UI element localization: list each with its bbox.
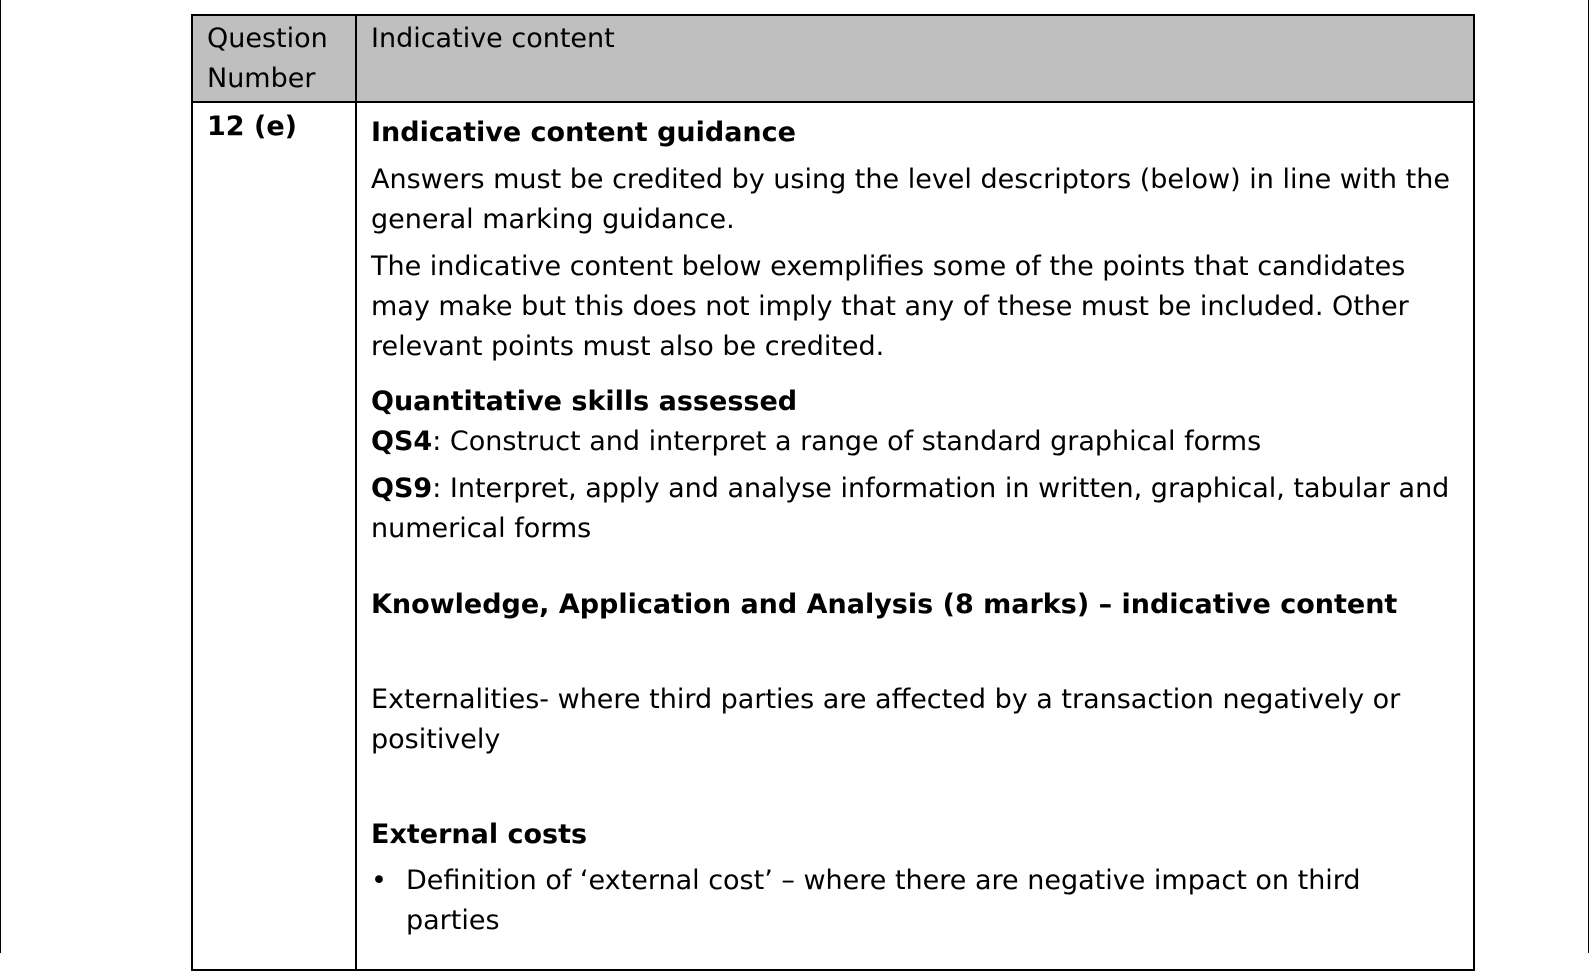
qs9-text: : Interpret, apply and analyse information in written, graphical, tabular and numerical forms: [371, 473, 1450, 544]
external-costs-heading: External costs: [371, 819, 588, 850]
qs4-code: QS4: [371, 426, 433, 457]
guidance-paragraph-2: The indicative content below exemplifies some of the points that candidates may make but this does not imply that any of these must be included. Other relevant points must also be credited.: [371, 251, 1409, 362]
list-item: • Definition of ‘external cost’ – where there are negative impact on third parties: [406, 861, 1455, 941]
question-number: 12 (e): [192, 102, 356, 970]
external-costs-list: [371, 861, 1455, 941]
mark-scheme-table: [191, 14, 1475, 971]
qs9-line: [371, 469, 1455, 549]
table-row: [192, 102, 1474, 970]
table-header-row: [192, 15, 1474, 102]
qs9-code: QS9: [371, 473, 433, 504]
externalities-text: Externalities- where third parties are affected by a transaction negatively or positively: [371, 684, 1401, 755]
guidance-heading: Indicative content guidance: [371, 117, 796, 148]
kaa-heading: Knowledge, Application and Analysis (8 marks) – indicative content: [371, 589, 1398, 620]
header-question-label: Question: [207, 23, 328, 54]
header-number-label: Number: [207, 63, 316, 94]
page-border-left: [0, 0, 1, 953]
header-question-number: [192, 15, 356, 102]
qs4-text: : Construct and interpret a range of standard graphical forms: [432, 426, 1262, 457]
qs4-line: [371, 422, 1455, 462]
guidance-paragraph-1: Answers must be credited by using the level descriptors (below) in line with the general marking guidance.: [371, 164, 1450, 235]
header-indicative-content: Indicative content: [356, 15, 1474, 102]
qs-heading: Quantitative skills assessed: [371, 386, 798, 417]
indicative-content-cell: [356, 102, 1474, 970]
